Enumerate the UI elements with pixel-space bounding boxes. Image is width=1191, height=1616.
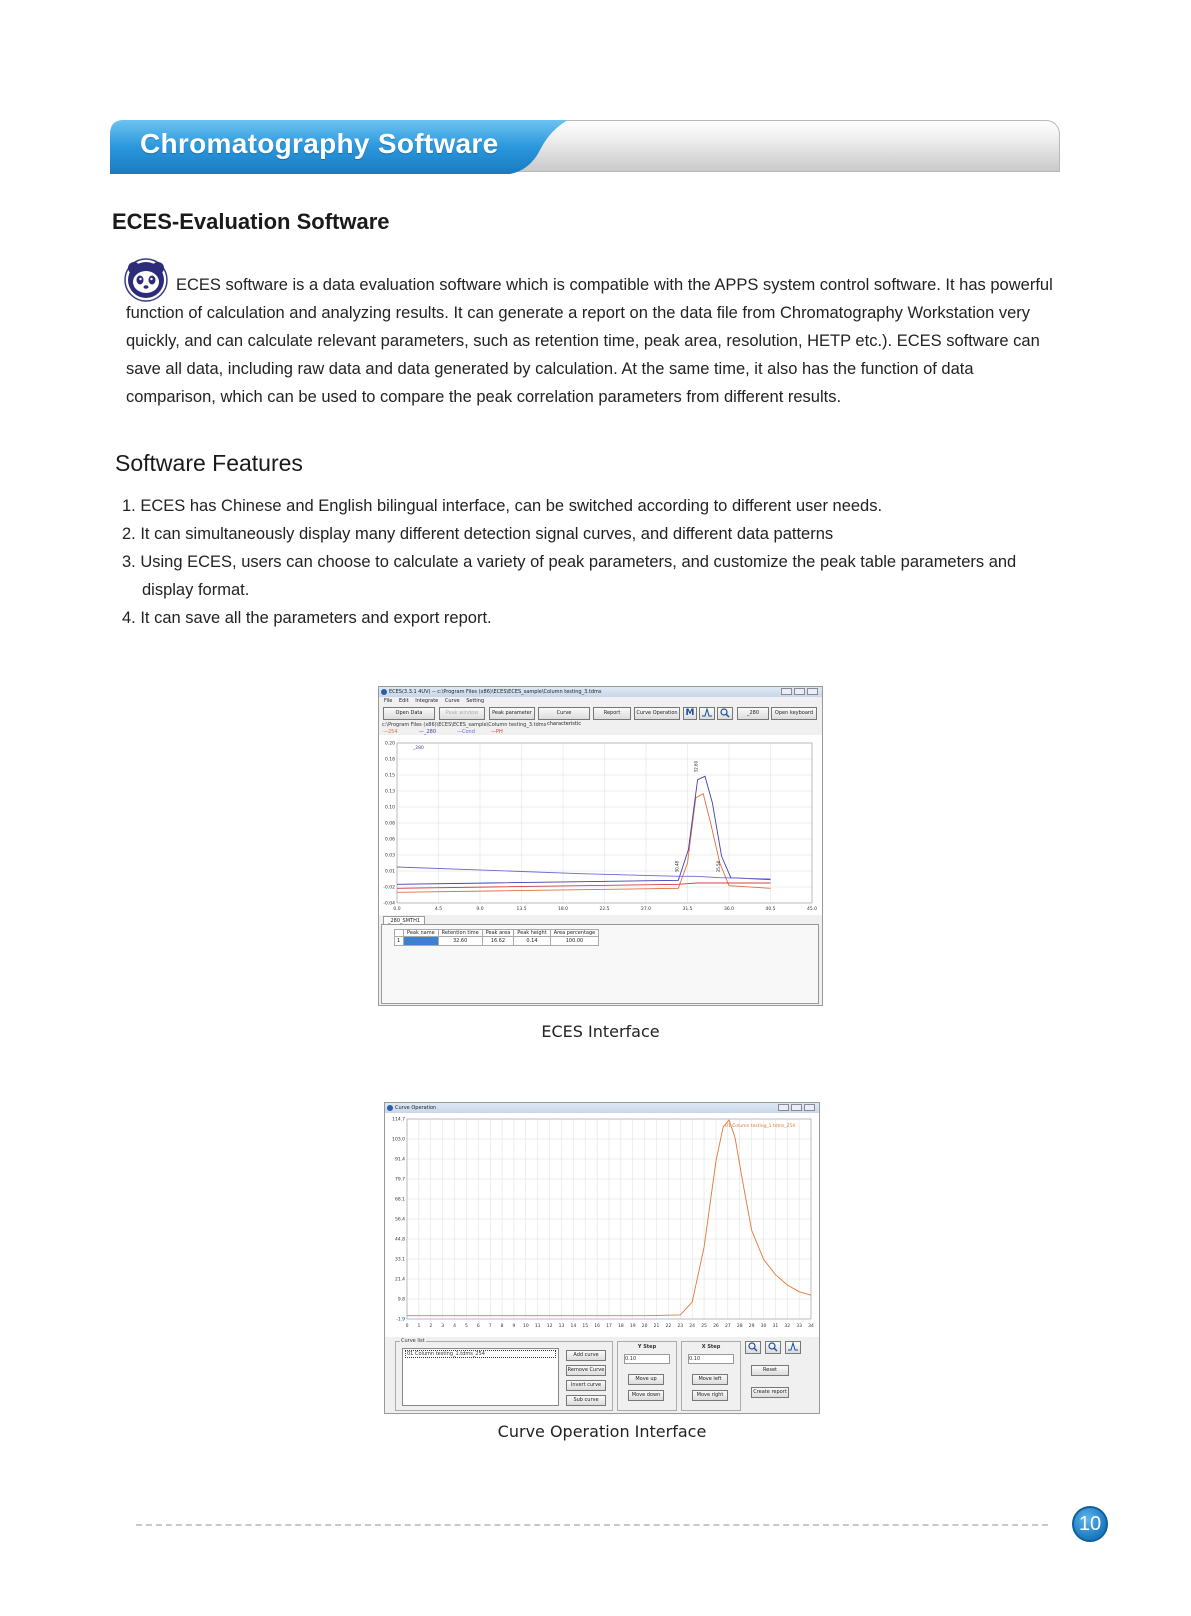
x-tick-label: 45.0 — [806, 907, 818, 912]
eces-caption: ECES Interface — [541, 1022, 660, 1041]
column-header: Peak name — [404, 930, 439, 937]
curve-label: _280 — [413, 746, 424, 751]
x-tick-label: 10 — [522, 1324, 529, 1329]
list-item: 2. It can simultaneously display many different detection signal curves, and different data patterns — [122, 525, 834, 543]
eces-window — [378, 686, 823, 1006]
legend-cond: —Cond — [457, 729, 475, 735]
y-tick-label: -0.04 — [383, 901, 395, 907]
y-tick-label: 0.18 — [384, 757, 395, 763]
zoom-out-button[interactable] — [765, 1341, 781, 1354]
x-tick-label: 31.5 — [682, 907, 693, 912]
x-tick-label: 23 — [677, 1324, 684, 1329]
x-tick-label: 18 — [618, 1324, 624, 1329]
peak-table-grid — [394, 929, 599, 946]
eces-chart[interactable] — [379, 735, 822, 915]
zoom-button[interactable] — [717, 707, 733, 720]
peak-name-cell[interactable] — [404, 937, 439, 946]
y-tick-label: 0.20 — [384, 741, 395, 747]
peak-icon — [702, 708, 712, 717]
m-button[interactable]: M — [683, 707, 697, 720]
move-up-button[interactable]: Move up — [628, 1374, 664, 1385]
y-tick-label: -1.9 — [396, 1317, 405, 1323]
menu-edit[interactable]: Edit — [398, 698, 409, 704]
x-tick-label: 12 — [546, 1324, 553, 1329]
curve-titlebar — [385, 1103, 819, 1113]
eces-titlebar — [379, 687, 822, 697]
menu-file[interactable]: File — [384, 698, 393, 704]
column-header: Retention time — [438, 930, 482, 937]
list-item: 1. ECES has Chinese and English bilingual interface, can be switched according to different user needs. — [122, 497, 883, 515]
zoom-out-icon — [768, 1342, 778, 1352]
curve-operation-button[interactable]: Curve Operation — [634, 707, 680, 720]
column-header: Peak area — [482, 930, 514, 937]
y-tick-label: -0.02 — [383, 885, 395, 891]
column-header: Area percentage — [550, 930, 599, 937]
create-report-button[interactable]: Create report — [751, 1387, 789, 1398]
x-tick-label: 8 — [500, 1324, 504, 1329]
series-line-cond — [397, 867, 771, 879]
x-tick-label: 1 — [417, 1324, 421, 1329]
move-right-button[interactable]: Move right — [692, 1390, 728, 1401]
page-heading: ECES-Evaluation Software — [112, 209, 390, 234]
curve-chart[interactable] — [385, 1113, 819, 1337]
retention-time-cell: 32.60 — [438, 937, 482, 946]
invert-curve-button[interactable]: Invert curve — [566, 1380, 606, 1391]
y-tick-label: 114.7 — [392, 1117, 405, 1123]
x-tick-label: 3 — [441, 1324, 445, 1329]
curve-characteristic-button[interactable]: Curve characteristic — [538, 707, 590, 720]
x-tick-label: 0.0 — [393, 907, 401, 912]
y-tick-label: 0.13 — [384, 789, 395, 795]
y-step-input[interactable]: 0.10 — [624, 1354, 670, 1364]
area-percentage-cell: 100.00 — [550, 937, 599, 946]
magnifier-icon — [720, 708, 730, 718]
series-legend-label: 01 Column testing_1.tdms_254 — [725, 1124, 796, 1129]
x-tick-label: 21 — [653, 1324, 660, 1329]
series-line--280 — [397, 776, 771, 884]
table-corner — [395, 930, 404, 937]
x-tick-label: 31 — [772, 1324, 779, 1329]
x-tick-label: 27.0 — [640, 907, 652, 912]
x-tick-label: 19 — [629, 1324, 636, 1329]
curve-operation-window — [384, 1102, 820, 1414]
y-tick-label: 0.08 — [384, 821, 395, 827]
curve-list-label: Curve list — [401, 1338, 425, 1344]
curve-listbox[interactable] — [402, 1348, 559, 1406]
curve-caption: Curve Operation Interface — [497, 1422, 707, 1441]
x-tick-label: 32 — [784, 1324, 791, 1329]
curve-title: Curve Operation — [395, 1105, 437, 1111]
x-tick-label: 13 — [558, 1324, 565, 1329]
reset-button[interactable]: Reset — [751, 1365, 789, 1376]
x-tick-label: 15 — [582, 1324, 589, 1329]
x-tick-label: 26 — [713, 1324, 719, 1329]
open-keyboard-button[interactable]: Open keyboard — [771, 707, 817, 720]
eces-title: ECES(3.3.1 4UV) -- c:\Program Files (x86)\ECES\ECES_sample\Column testing_3.tdms — [389, 689, 602, 695]
minimize-button[interactable] — [778, 1104, 789, 1111]
eces-menubar — [379, 697, 822, 705]
intro-paragraph: ECES software is a data evaluation software which is compatible with the APPS system control software. It has powerful function of calculation and analyzing results. It can generate a report on the data file from Chromatography Workstation very quickly, and can calculate relevant parameters, such as retention time, peak area, resolution, HETP etc.). ECES software can save all data, including raw data and data generated by calculation. At the same time, it also has the function of data comparison, which can be used to compare the peak correlation parameters from different results. — [126, 276, 1053, 406]
y-tick-label: 103.0 — [392, 1137, 405, 1143]
x-tick-label: 14 — [570, 1324, 577, 1329]
menu-setting[interactable]: Setting — [466, 698, 485, 704]
x-tick-label: 17 — [606, 1324, 612, 1329]
y-tick-label: 79.7 — [394, 1177, 405, 1183]
y-tick-label: 91.4 — [394, 1157, 405, 1163]
x-tick-label: 13.5 — [516, 907, 527, 912]
y-step-label: Y Step — [637, 1344, 657, 1350]
peak-window-button[interactable]: Peak window — [439, 707, 485, 720]
peak-parameter-button[interactable]: Peak parameter — [489, 707, 535, 720]
x-step-input[interactable]: 0.10 — [688, 1354, 734, 1364]
x-tick-label: 22.5 — [599, 907, 610, 912]
table-header-row — [395, 930, 599, 937]
close-button[interactable] — [807, 688, 818, 695]
list-item[interactable]: 01 Column testing_1.tdms_254 — [405, 1350, 556, 1358]
move-down-button[interactable]: Move down — [628, 1390, 664, 1401]
x-tick-label: 4.5 — [434, 907, 443, 912]
row-number: 1 — [395, 937, 404, 946]
x-step-label: X Step — [701, 1344, 721, 1350]
app-icon — [387, 1105, 393, 1111]
x-tick-label: 2 — [429, 1324, 433, 1329]
sub-curve-button[interactable]: Sub curve — [566, 1395, 606, 1406]
features-list — [122, 492, 1067, 632]
x-tick-label: 9.0 — [476, 907, 484, 912]
zoom-in-button[interactable] — [745, 1341, 761, 1354]
open-data-button[interactable]: Open Data — [383, 707, 435, 720]
maximize-button[interactable] — [794, 688, 805, 695]
x-tick-label: 25 — [701, 1324, 707, 1329]
x-tick-label: 29 — [748, 1324, 755, 1329]
y-tick-label: 0.15 — [384, 773, 395, 779]
y-tick-label: 0.06 — [384, 837, 395, 843]
tab-smth1[interactable]: _280_SMTH1 — [383, 916, 425, 925]
peak-height-cell: 0.14 — [514, 937, 550, 946]
remove-curve-button[interactable]: Remove Curve — [566, 1365, 606, 1376]
y-tick-label: 9.8 — [397, 1297, 405, 1303]
section-banner — [110, 120, 1060, 174]
x-tick-label: 30 — [760, 1324, 767, 1329]
x-tick-label: 5 — [464, 1324, 468, 1329]
file-path: c:\Program Files (x86)\ECES\ECES_sample\Column testing_3.tdms — [382, 722, 547, 728]
legend-280: —_280 — [419, 729, 437, 735]
x-tick-label: 0 — [405, 1324, 409, 1329]
table-row[interactable] — [395, 937, 599, 946]
x-tick-label: 22 — [665, 1324, 672, 1329]
legend-ph: —PH — [491, 729, 503, 735]
x-tick-label: 34 — [808, 1324, 814, 1329]
x-tick-label: 11 — [534, 1324, 541, 1329]
footer-divider — [136, 1524, 1048, 1526]
x-tick-label: 7 — [488, 1324, 492, 1329]
x-tick-label: 24 — [689, 1324, 696, 1329]
y-tick-label: 21.4 — [394, 1277, 405, 1283]
list-item: 3. Using ECES, users can choose to calculate a variety of peak parameters, and customize the peak table parameters and display format. — [122, 553, 1017, 599]
peak-label: 35.58 — [715, 860, 721, 873]
peak-icon-button[interactable] — [699, 707, 715, 720]
y-tick-label: 33.1 — [394, 1257, 405, 1263]
x-tick-label: 33 — [796, 1324, 802, 1329]
y-tick-label: 0.10 — [384, 805, 395, 811]
menu-integrate[interactable]: Integrate — [415, 698, 439, 704]
y-tick-label: 56.4 — [394, 1217, 405, 1223]
zoom-in-icon — [748, 1342, 758, 1352]
move-left-button[interactable]: Move left — [692, 1374, 728, 1385]
y-tick-label: 0.01 — [384, 869, 395, 875]
x-tick-label: 20 — [641, 1324, 648, 1329]
y-step-group — [617, 1341, 677, 1411]
x-tick-label: 4 — [453, 1324, 456, 1329]
peak-label: 30.48 — [674, 860, 680, 873]
x-tick-label: 6 — [476, 1324, 480, 1329]
report-button[interactable]: Report — [593, 707, 631, 720]
x-tick-label: 28 — [736, 1324, 743, 1329]
legend-254: —254 — [383, 729, 398, 735]
app-icon — [381, 689, 387, 695]
x-tick-label: 36.0 — [723, 907, 735, 912]
page-number: 10 — [1072, 1506, 1108, 1542]
peak-area-cell: 16.62 — [482, 937, 514, 946]
add-curve-button[interactable]: Add curve — [566, 1350, 606, 1361]
y-tick-label: 0.03 — [384, 853, 395, 859]
x-tick-label: 18.0 — [557, 907, 569, 912]
x-step-group — [681, 1341, 741, 1411]
channel-select[interactable]: _280 — [737, 707, 769, 720]
x-tick-label: 40.5 — [765, 907, 776, 912]
y-tick-label: 44.8 — [394, 1237, 405, 1243]
peak-view-button[interactable] — [785, 1341, 801, 1354]
close-button[interactable] — [804, 1104, 815, 1111]
menu-curve[interactable]: Curve — [444, 698, 460, 704]
y-tick-label: 68.1 — [394, 1197, 405, 1203]
peak-icon — [788, 1342, 798, 1351]
x-tick-label: 16 — [594, 1324, 600, 1329]
x-tick-label: 27 — [724, 1324, 731, 1329]
peak-table — [381, 924, 819, 1004]
curve-list-group — [395, 1338, 613, 1411]
x-tick-label: 9 — [512, 1324, 516, 1329]
column-header: Peak height — [514, 930, 550, 937]
list-item: 4. It can save all the parameters and export report. — [122, 609, 492, 627]
maximize-button[interactable] — [791, 1104, 802, 1111]
features-heading: Software Features — [115, 450, 303, 476]
banner-title: Chromatography Software — [140, 128, 499, 159]
minimize-button[interactable] — [781, 688, 792, 695]
peak-label: 32.60 — [693, 760, 699, 773]
